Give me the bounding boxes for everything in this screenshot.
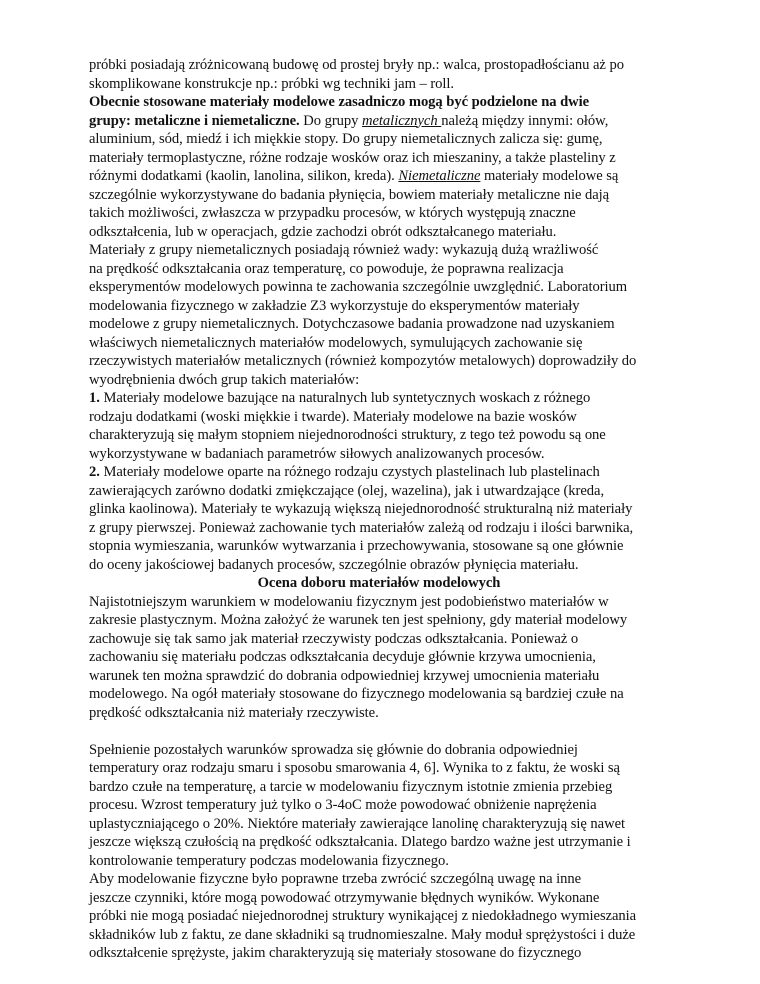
text-line: próbki posiadają zróżnicowaną budowę od prostej bryły np.: walca, prostopadłościanu aż po: [89, 57, 624, 73]
text-line: Najistotniejszym warunkiem w modelowaniu fizycznym jest podobieństwo materiałów w: [89, 593, 609, 610]
text-line: [89, 112, 669, 131]
text-line: stopnia wymieszania, warunków wytwarzania i przechowywania, stosowane są one głównie: [89, 538, 624, 554]
text-span: różnymi dodatkami (kaolin, lanolina, silikon, kreda).: [89, 168, 399, 184]
text-line: Materiały z grupy niemetalicznych posiadają również wady: wykazują dużą wrażliwość: [89, 242, 599, 258]
text-line: z grupy pierwszej. Ponieważ zachowanie tych materiałów zależą od rodzaju i ilości barwnika,: [89, 519, 634, 536]
text-line: składników lub z faktu, ze dane składniki są trudnomieszalne. Mały moduł sprężystości i duże: [89, 926, 636, 943]
text-line: uplastyczniającego o 20%. Niektóre materiały zawierające lanolinę charakteryzują się nawet: [89, 815, 626, 832]
text-line: Aby modelowanie fizyczne było poprawne trzeba zwrócić szczególną uwagę na inne: [89, 871, 582, 887]
list-item-2: [89, 463, 669, 574]
text-line: zakresie plastycznym. Można założyć że warunek ten jest spełniony, gdy materiał modelowy: [89, 612, 628, 628]
text-line: [89, 389, 669, 408]
paragraph-temperature: [89, 741, 669, 871]
text-line: rodzaju dodatkami (woski miękkie i twarde). Materiały modelowe na bazie wosków: [89, 408, 577, 425]
text-line: bardzo czułe na temperaturę, a tarcie w modelowaniu fizycznym istotnie zmienia przebieg: [89, 778, 613, 795]
text-line: materiały termoplastyczne, różne rodzaje wosków oraz ich mieszaniny, a także plasteliny z: [89, 149, 616, 166]
text-line: właściwych niemetalicznych materiałów modelowych, symulujących zachowanie się: [89, 334, 583, 351]
text-line: warunek ten można sprawdzić do dobrania odpowiedniej krzywej umocnienia materiału: [89, 667, 600, 684]
document-page: [89, 56, 669, 963]
text-line: skomplikowane konstrukcje np.: próbki wg techniki jam – roll.: [89, 75, 454, 92]
text-line: wyodrębnienia dwóch grup takich materiałów:: [89, 371, 360, 388]
text-line: jeszcze czynniki, które mogą powodować otrzymywanie błędnych wyników. Wykonane: [89, 889, 600, 906]
text-line: odkształcenie sprężyste, jakim charakteryzują się materiały stosowane do fizycznego: [89, 945, 582, 961]
text-span: Do grupy: [299, 112, 363, 129]
text-line: aluminium, sód, miedź i ich miękkie stopy. Do grupy niemetalicznych zalicza się: gumę,: [89, 131, 603, 147]
text-line: eksperymentów modelowych powinna te zachowania szczególnie uwzględnić. Laboratorium: [89, 279, 628, 295]
text-line: procesu. Wzrost temperatury już tylko o 3-4oC może powodować obniżenie naprężenia: [89, 797, 597, 813]
list-number: 2.: [89, 464, 100, 480]
text-line: zachowaniu się materiału podczas odkształcania decyduje głównie krzywa umocnienia,: [89, 649, 596, 665]
paragraph-nonmetallic-drawbacks: [89, 241, 669, 389]
bold-text-line: Obecnie stosowane materiały modelowe zasadniczo mogą być podzielone na dwie: [89, 94, 590, 110]
nonmetallic-link[interactable]: Niemetaliczne: [398, 168, 481, 184]
text-line: glinka kaolinowa). Materiały te wykazują większą niejednorodność strukturalną niż materiały: [89, 501, 633, 517]
text-line: kontrolowanie temperatury podczas modelowania fizycznego.: [89, 852, 449, 869]
text-line: modelowania fizycznego w zakładzie Z3 wykorzystuje do eksperymentów materiały: [89, 297, 580, 314]
text-line: próbki nie mogą posiadać niejednorodnej struktury wynikającej z niedokładnego wymieszania: [89, 908, 637, 924]
text-span: Materiały modelowe oparte na różnego rodzaju czystych plastelinach lub plastelinach: [99, 464, 600, 480]
paragraph-other-factors: [89, 870, 669, 963]
text-line: zachowuje się tak samo jak materiał rzeczywisty podczas odkształcania. Ponieważ o: [89, 630, 579, 647]
text-line: zawierających zarówno dodatki zmiękczające (olej, wazelina), jak i utwardzające (kreda,: [89, 482, 605, 499]
text-line: temperatury oraz rodzaju smaru i sposobu smarowania 4, 6]. Wynika to z faktu, że woski są: [89, 760, 620, 776]
text-line: do oceny jakościowej badanych procesów, szczególnie obrazów płynięcia materiału.: [89, 556, 579, 573]
blank-line: [89, 722, 669, 741]
paragraph-intro: [89, 56, 669, 93]
bold-text: grupy: metaliczne i niemetaliczne.: [89, 112, 300, 129]
text-line: Spełnienie pozostałych warunków sprowadza się głównie do dobrania odpowiedniej: [89, 741, 578, 758]
text-line: jeszcze większą czułością na prędkość odkształcania. Dlatego bardzo ważne jest utrzymanie i: [89, 834, 631, 850]
text-line: na prędkość odkształcania oraz temperaturę, co powoduje, że poprawna realizacja: [89, 260, 564, 277]
text-line: takich możliwości, zwłaszcza w przypadku procesów, w których występują znaczne: [89, 205, 576, 221]
text-span: Materiały modelowe bazujące na naturalnych lub syntetycznych woskach z różnego: [99, 390, 591, 406]
text-line: modelowe z grupy niemetalicznych. Dotychczasowe badania prowadzone nad uzyskaniem: [89, 316, 615, 332]
list-number: 1.: [89, 390, 100, 406]
text-line: wykorzystywane w badaniach parametrów siłowych analizowanych procesów.: [89, 445, 545, 462]
section-heading: Ocena doboru materiałów modelowych: [257, 575, 501, 591]
text-line: odkształcenia, lub w operacjach, gdzie zachodzi obrót odkształcanego materiału.: [89, 223, 557, 240]
text-line: szczególnie wykorzystywane do badania płynięcia, bowiem materiały metaliczne nie dają: [89, 186, 610, 203]
text-line: [89, 167, 669, 186]
text-line: rzeczywistych materiałów metalicznych (również kompozytów metalowych) doprowadziły do: [89, 353, 637, 369]
text-line: prędkość odkształcania niż materiały rzeczywiste.: [89, 704, 379, 721]
metallic-link[interactable]: metalicznych: [362, 112, 442, 129]
text-line: modelowego. Na ogół materiały stosowane do fizycznego modelowania są bardziej czułe na: [89, 686, 624, 702]
list-item-1: [89, 389, 669, 463]
text-span: materiały modelowe są: [480, 168, 619, 184]
paragraph-plasticity: [89, 593, 669, 723]
paragraph-material-groups: [89, 93, 669, 241]
text-line: [89, 463, 669, 482]
text-line: charakteryzują się małym stopniem niejednorodności struktury, z tego też powodu są one: [89, 427, 606, 443]
text-span: należą między innymi: ołów,: [441, 112, 609, 129]
